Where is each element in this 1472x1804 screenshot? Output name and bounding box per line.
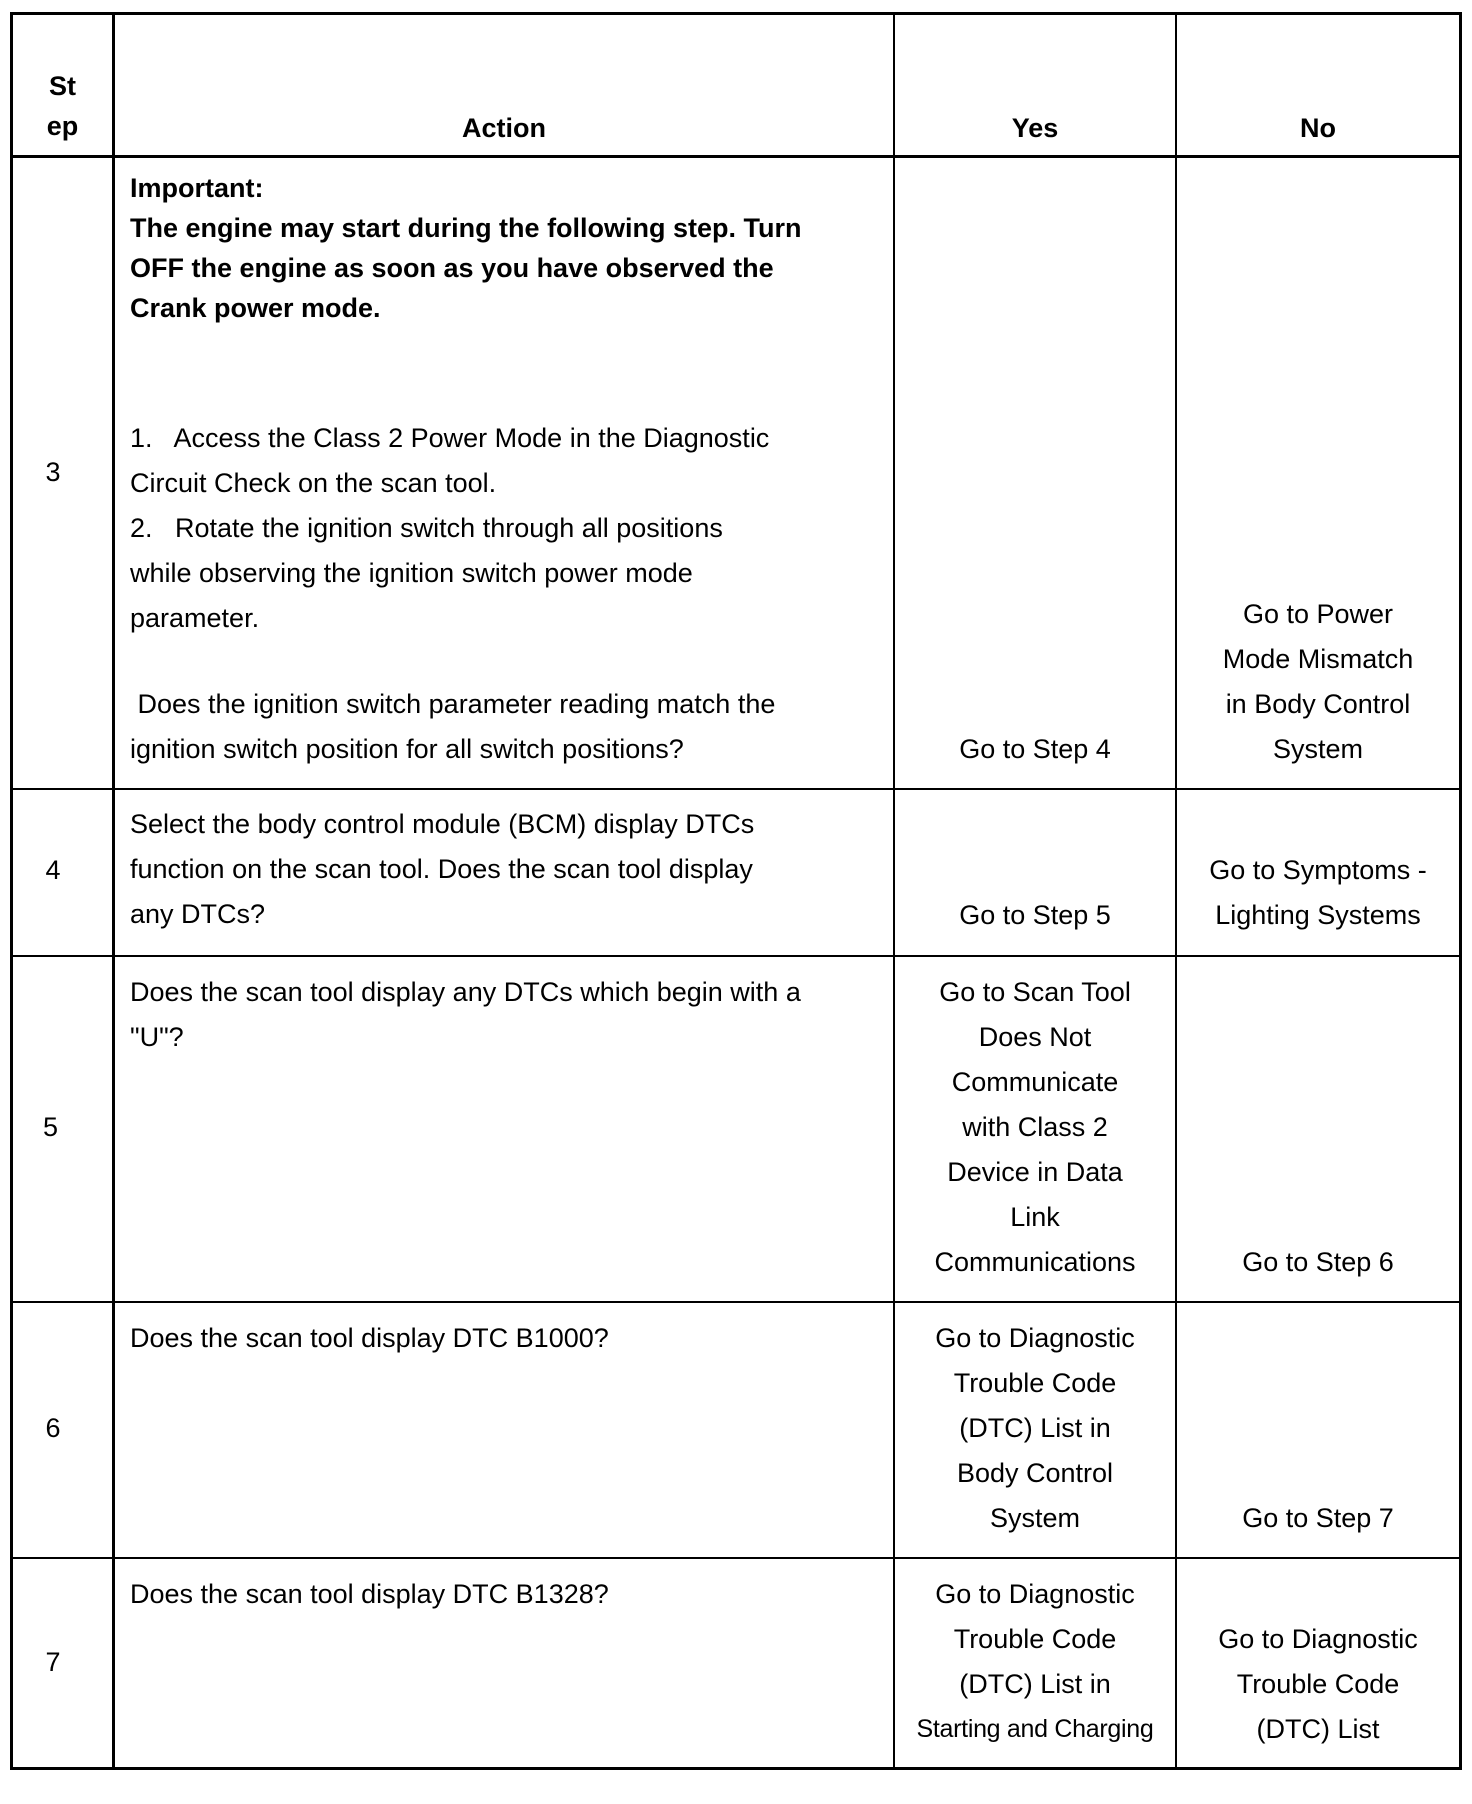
header-bottom-border xyxy=(10,155,1462,158)
no-result xyxy=(1177,1496,1459,1541)
result-line: Starting and Charging xyxy=(916,1715,1154,1743)
result-line: Communicate xyxy=(951,1067,1119,1097)
action-line: Does the scan tool display DTC B1000? xyxy=(130,1323,609,1353)
no-result xyxy=(1177,592,1459,772)
yes-result xyxy=(895,893,1175,938)
action-text xyxy=(130,1572,890,1617)
result-line: Go to Scan Tool xyxy=(939,977,1131,1007)
result-line: Go to Step 5 xyxy=(959,900,1111,930)
action-question xyxy=(130,682,890,772)
important-note xyxy=(130,168,880,328)
step-number: 4 xyxy=(45,855,61,885)
result-line: Mode Mismatch xyxy=(1222,644,1414,674)
result-line: Does Not xyxy=(978,1022,1092,1052)
row-border xyxy=(10,788,1462,790)
action-instructions xyxy=(130,416,890,641)
yes-result xyxy=(895,727,1175,772)
action-text xyxy=(130,1316,890,1361)
important-line: The engine may start during the following step. Turn xyxy=(130,213,802,243)
action-line: "U"? xyxy=(130,1022,184,1052)
step-number: 5 xyxy=(42,1112,59,1142)
step-number: 3 xyxy=(45,457,61,487)
header-step xyxy=(13,66,112,146)
step-number: 6 xyxy=(45,1413,61,1443)
result-line: (DTC) List in xyxy=(959,1413,1111,1443)
result-line: Go to Step 4 xyxy=(959,734,1111,764)
action-line: any DTCs? xyxy=(130,899,266,929)
action-line: Does the scan tool display DTC B1328? xyxy=(130,1579,609,1609)
result-line: Body Control xyxy=(956,1458,1114,1488)
row-border xyxy=(10,1557,1462,1559)
table-border-top xyxy=(10,12,1462,15)
action-line: 2. Rotate the ignition switch through all positions xyxy=(130,513,723,543)
result-line: Go to Diagnostic xyxy=(1218,1624,1418,1654)
action-line: ignition switch position for all switch positions? xyxy=(130,734,684,764)
result-line: Device in Data xyxy=(947,1157,1123,1187)
header-yes: Yes xyxy=(1011,113,1059,143)
result-line: Communications xyxy=(934,1247,1136,1277)
important-label: Important: xyxy=(130,173,264,203)
header-step-line: St xyxy=(49,71,76,101)
row-border xyxy=(10,955,1462,957)
result-line: in Body Control xyxy=(1225,689,1411,719)
action-line: Circuit Check on the scan tool. xyxy=(130,468,497,498)
action-text xyxy=(130,802,890,937)
result-line: Trouble Code xyxy=(1236,1669,1400,1699)
table-border-right xyxy=(1459,12,1462,1770)
yes-result xyxy=(895,1572,1175,1752)
header-step-line: ep xyxy=(46,111,79,141)
no-result xyxy=(1177,1617,1459,1752)
action-line: Select the body control module (BCM) display DTCs xyxy=(130,809,755,839)
result-line: Go to Diagnostic xyxy=(935,1579,1135,1609)
important-line: OFF the engine as soon as you have observed the xyxy=(130,253,774,283)
result-line: System xyxy=(1272,734,1364,764)
action-line: 1. Access the Class 2 Power Mode in the Diagnostic xyxy=(130,423,770,453)
action-line: while observing the ignition switch power mode xyxy=(130,558,693,588)
row-border xyxy=(10,1301,1462,1303)
result-line: Link xyxy=(1010,1202,1060,1232)
no-result xyxy=(1177,848,1459,938)
yes-result xyxy=(895,1316,1175,1541)
result-line: Trouble Code xyxy=(953,1624,1117,1654)
result-line: with Class 2 xyxy=(962,1112,1108,1142)
result-line: Lighting Systems xyxy=(1215,900,1421,930)
header-action: Action xyxy=(462,113,546,143)
result-line: Go to Power xyxy=(1242,599,1394,629)
result-line: (DTC) List xyxy=(1256,1714,1380,1744)
header-no: No xyxy=(1300,113,1336,143)
action-line: Does the ignition switch parameter reading match the xyxy=(130,689,776,719)
yes-result xyxy=(895,970,1175,1285)
result-line: Trouble Code xyxy=(953,1368,1117,1398)
important-line: Crank power mode. xyxy=(130,293,381,323)
action-line: Does the scan tool display any DTCs which begin with a xyxy=(130,977,801,1007)
action-text xyxy=(130,970,890,1060)
result-line: (DTC) List in xyxy=(959,1669,1111,1699)
action-line: function on the scan tool. Does the scan tool display xyxy=(130,854,753,884)
column-border xyxy=(112,12,115,1770)
result-line: System xyxy=(989,1503,1081,1533)
result-line: Go to Symptoms - xyxy=(1209,855,1427,885)
result-line: Go to Step 6 xyxy=(1242,1247,1394,1277)
result-line: Go to Step 7 xyxy=(1242,1503,1394,1533)
no-result xyxy=(1177,1240,1459,1285)
action-line: parameter. xyxy=(130,603,260,633)
step-number: 7 xyxy=(45,1647,61,1677)
result-line: Go to Diagnostic xyxy=(935,1323,1135,1353)
table-border-bottom xyxy=(10,1767,1462,1770)
